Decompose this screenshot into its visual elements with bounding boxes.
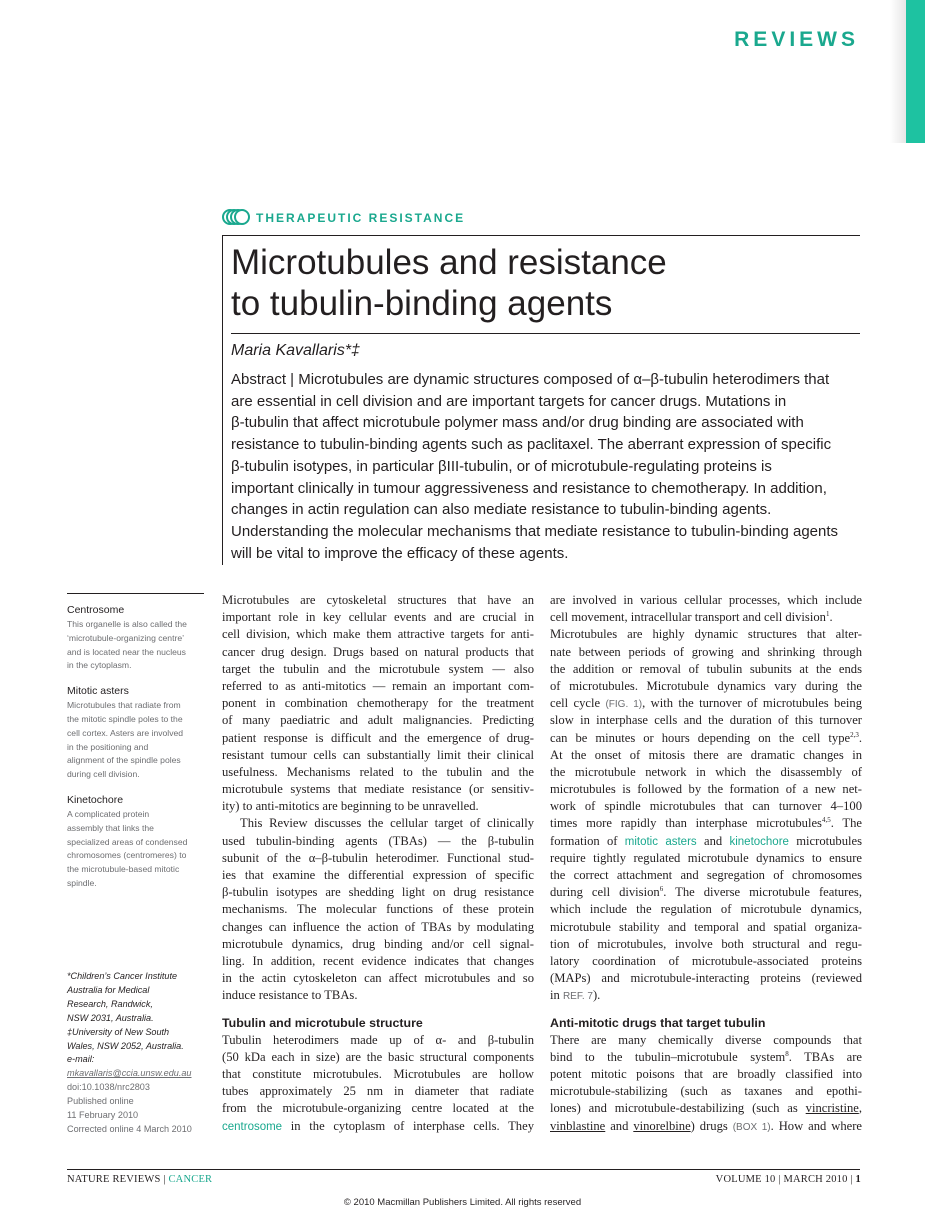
definition-line: This organelle is also called the [67,619,187,629]
text-line: microtubule systems that mediate resistance (or sensitiv- [222,782,534,797]
text-line: changes can influence the action of TBAs by modulating [222,919,534,934]
text-line: This Review discusses the cellular target of clinically [240,816,534,831]
text-line: *Children’s Cancer Institute [67,971,178,981]
text-line: Microtubules are cytoskeletal structures that have an [222,593,534,607]
body-column-1 [222,592,534,1135]
text-line: microtubule dynamics, drug binding and/or cell signal- [222,936,534,951]
text-line: target the tubulin and the microtubule system — also [222,661,534,676]
footer-section: CANCER [168,1174,213,1185]
definition-line: the mitotic spindle poles to the [67,713,183,724]
section-color-tab [906,0,925,143]
text-line: will be vital to improve the efficacy of these agents. [231,544,569,562]
title-line-2: to tubulin-binding agents [231,284,613,323]
text-line: of many paediatric and adult malignancies. Predicting [222,713,534,728]
text-line: the correct attachment and segregation of chromosomes [550,868,862,882]
text-line: latory coordination of microtubule-associated proteins [550,953,862,968]
text-line: β-tubulin isotypes, in particular βIII-tubulin, or of microtubule-regulating proteins is [231,457,772,475]
text-line: microtubule stability and temporal and spatial organiza- [550,919,862,934]
text-line: ity) to anti-mitotics are beginning to be unravelled. [222,799,479,814]
text-line: ponent in combination chemotherapy for the treatment [222,696,534,711]
footer-journal: NATURE REVIEWS | CANCER [67,1174,213,1185]
text-line: in REF. 7). [550,988,601,1003]
glossary-term: Kinetochore [67,793,124,806]
text-line: (MAPs) and microtubule-interacting proteins (reviewed [550,971,862,986]
glossary-definition [67,618,207,673]
text-line: are essential in cell division and are important targets for cancer drugs. Mutations in [231,392,787,410]
text-line: the microtubule network in which the disassembly of [550,764,862,779]
glossary-link-kinetochore[interactable]: kinetochore [729,835,789,848]
text-line: There are many chemically diverse compounds that [550,1032,862,1047]
definition-line: cell cortex. Asters are involved [67,727,184,738]
text-line: resistance to tubulin-binding agents such as paclitaxel. The aberrant expression of specific [231,436,832,454]
text-line: tion of microtubules, involve both structural and regu- [550,936,862,951]
text-line: tubes approximately 25 nm in diameter that radiate [222,1084,534,1099]
text-line: Research, Randwick, [67,998,153,1009]
text-line: slow in interphase cells and the duration of this turnover [550,713,862,728]
text-line: changes in actin regulation can also mediate resistance to tubulin-binding agents. [231,501,772,519]
text-line: potent mitotic poisons that are broadly classified into [550,1067,862,1082]
text-line: important clinically in tumour aggressiveness and resistance to chemotherapy. In addition, [231,479,827,497]
text-line: from the microtubule-organizing centre located at the [222,1101,534,1116]
drug-link-vinorelbine[interactable]: vinorelbine [633,1118,691,1133]
definition-line: in the cytoplasm. [67,660,132,671]
text-line: cell division, which make them attractive targets for anti- [222,627,534,642]
copyright-notice: © 2010 Macmillan Publishers Limited. All rights reserved [343,1197,582,1208]
definition-line: during cell division. [67,769,140,780]
text-line: Australia for Medical [67,984,150,995]
definition-line: ‘microtubule-organizing centre’ [67,632,185,643]
text-line: induce resistance to TBAs. [222,988,358,1003]
text-line: the addition or removal of tubulin subunits at the ends [550,661,862,676]
published-date: 11 February 2010 [67,1110,139,1121]
page-edge-shadow [890,0,906,143]
page-number: 1 [855,1174,861,1185]
text-line: which include the regulation of microtubule dynamics, [550,902,862,917]
author-email-link[interactable]: mkavallaris@ccia.unsw.edu.au [67,1068,192,1079]
author-affiliations [67,970,209,1137]
glossary-term: Mitotic asters [67,685,129,698]
definition-line: spindle. [67,877,97,888]
text-line: require tightly regulated microtubule dynamics to ensure [550,850,862,865]
text-line: (50 kDa each in size) are the basic structural components [222,1049,534,1064]
footer-issue: VOLUME 10 | MARCH 2010 | 1 [715,1174,861,1185]
kicker [222,208,465,228]
title-frame-top [222,235,860,236]
text-line: are involved in various cellular processes, which include [550,593,862,607]
text-line: vinblastine and vinorelbine) drugs (BOX 1). How and where [550,1118,862,1133]
section-heading-structure: Tubulin and microtubule structure [222,1015,423,1030]
definition-line: specialized areas of condensed [67,836,188,847]
text-line: microtubules is followed by the formation of a new net- [550,782,862,797]
article-title [231,242,667,324]
text-line: NSW 2031, Australia. [67,1012,154,1023]
review-paragraph [222,815,534,1004]
kicker-label: THERAPEUTIC RESISTANCE [256,211,466,225]
glossary-term: Centrosome [67,604,125,616]
definition-line: the microtubule-based mitotic [67,864,180,875]
text-line: Abstract | Microtubules are dynamic structures composed of α–β-tubulin heterodimers that [231,371,830,388]
text-line: during cell division$^6$. The diverse microtubule features, [550,885,862,900]
title-line-1: Microtubules and resistance [231,243,667,282]
reference-link[interactable]: REF. 7 [562,991,593,1003]
text-line: resistant tumour cells can substantially limit their clinical [222,747,534,762]
concentric-rings-icon [222,208,252,228]
text-line: ‡University of New South [67,1026,170,1037]
text-line: in the actin cytoskeleton can affect microtubules and so [222,971,534,986]
text-line: important role in key cellular events and are crucial in [222,610,534,625]
text-line: can be minutes or hours depending on the cell type$^{2,3}$. [550,730,862,745]
text-line: Wales, NSW 2052, Australia. [67,1040,184,1051]
text-line: lones) and microtubule-destabilizing (such as vincristine, [550,1101,862,1116]
box-ref-link[interactable]: (BOX 1) [732,1121,771,1133]
definition-line: chromosomes (centromeres) to [67,850,187,861]
text-line: usefulness. Mechanisms related to the tubulin and the [222,764,534,779]
text-line: bind to the tubulin–microtubule system$^8$. TBAs are [550,1049,862,1064]
title-rule [231,333,860,334]
text-line: Microtubules are highly dynamic structures that alter- [550,627,862,642]
text-line: that constitute microtubules. Microtubules are hollow [222,1067,534,1082]
definition-line: and is located near the nucleus [67,646,186,657]
text-line: Tubulin heterodimers made up of α- and β-tubulin [222,1032,534,1047]
glossary-sidebar [67,598,207,891]
text-line: ling. In addition, recent evidence indicates that changes [222,953,534,968]
text-line: cell cycle (FIG. 1), with the turnover of microtubules being [550,696,863,711]
drug-link-vinblastine[interactable]: vinblastine [550,1118,606,1133]
structure-paragraph [222,1032,534,1118]
glossary-definition [67,808,207,891]
section-header: REVIEWS [734,28,859,51]
text-line: e-mail: [67,1054,95,1065]
body-column-2 [550,592,862,1135]
definition-line: in the positioning and [67,741,149,752]
corrected-date: Corrected online 4 March 2010 [67,1123,192,1134]
text-line: formation of mitotic asters and kinetochore microtubules [550,833,862,848]
text-line: At the onset of mitosis there are dramatic changes in [550,747,862,762]
definition-line: Microtubules that radiate from [67,700,181,711]
text-line: work of spindle microtubules that can turnover 4–100 [550,799,862,814]
author-name: Maria Kavallaris*‡ [231,342,360,359]
text-line: ies that examine the differential expression of specific [222,868,534,882]
section-heading-antimitotic: Anti-mitotic drugs that target tubulin [550,1015,766,1030]
footer-rule [67,1169,860,1170]
definition-line: assembly that links the [67,822,154,833]
drug-link-vincristine[interactable]: vincristine [805,1101,859,1116]
text-line: cell movement, intracellular transport and cell division$^1$. [550,610,833,625]
glossary-link-mitotic-asters[interactable]: mitotic asters [624,835,697,848]
published-label: Published online [67,1096,134,1107]
abstract [231,369,871,564]
text-line: cancer drug design. Drugs based on natural products that [222,644,534,659]
text-line: used tubulin-binding agents (TBAs) — the β-tubulin [222,833,534,848]
text-line: patient response is difficult and the emergence of drug- [222,730,534,745]
text-line: microtubule-stabilizing (such as taxanes and epothi- [550,1084,862,1099]
glossary-definition [67,699,207,782]
text-line: centrosome in the cytoplasm of interphase cells. They [222,1118,534,1133]
text-line: times more rapidly than interphase microtubules$^{4,5}$. The [550,816,863,831]
text-line: of microtubules. Microtubule dynamics vary during the [550,678,862,693]
text-line: β-tubulin that affect microtubule polymer mass and/or drug binding are associated with [231,414,804,432]
intro-paragraph [222,592,534,815]
text-line: subunit of the α–β-tubulin heterodimer. Functional stud- [222,850,534,865]
text-line: mechanisms. The molecular functions of these protein [222,902,534,917]
definition-line: A complicated protein [67,808,150,819]
text-line: Understanding the molecular mechanisms that mediate resistance to tubulin-binding agents [231,522,839,540]
sidebar-rule [67,593,204,594]
doi: doi:10.1038/nrc2803 [67,1082,150,1093]
text-line: referred to as anti-mitotics — remain an important com- [222,678,534,693]
glossary-link-centrosome[interactable]: centrosome [222,1120,283,1133]
figure-ref-link[interactable]: (FIG. 1) [605,699,643,711]
text-line: nate between periods of growing and shrinking through [550,644,862,659]
title-frame-left [222,235,223,565]
text-line: β-tubulin isotypes are shedding light on drug resistance [222,885,534,900]
definition-line: alignment of the spindle poles [67,755,181,766]
affiliation-lines [67,970,209,1067]
